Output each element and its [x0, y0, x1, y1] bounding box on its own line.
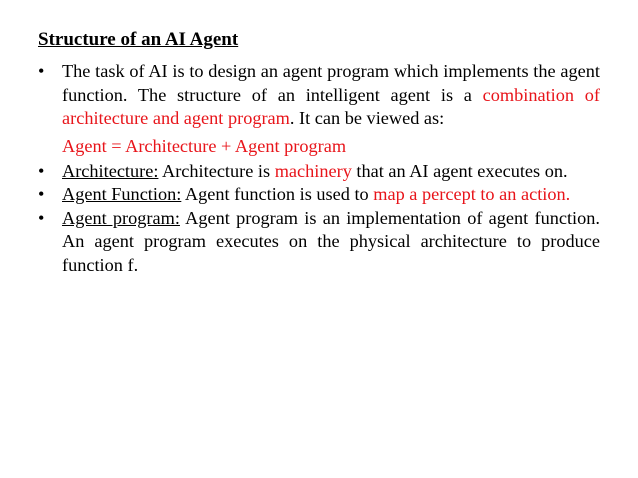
- highlight-text: map a percept to an action.: [373, 184, 571, 204]
- bullet-text: Architecture is: [158, 160, 275, 181]
- bullet-item-agent-program: [38, 207, 600, 278]
- slide-title: Structure of an AI Agent: [38, 29, 239, 50]
- bullet-text: Agent program is an implementation of agent function. An agent program executes on the physical architecture to produce function f.: [62, 207, 600, 275]
- bullet-text: that an AI agent executes on.: [351, 160, 568, 181]
- bullet-icon: •: [38, 160, 45, 181]
- bullet-text: . It can be viewed as:: [289, 108, 445, 128]
- bullet-item-agent-function: [38, 183, 600, 207]
- bullet-icon: •: [38, 61, 45, 81]
- term-label: Agent Function:: [62, 184, 182, 204]
- bullet-list: [38, 160, 600, 278]
- bullet-item-task: [38, 60, 600, 131]
- term-label: Agent program:: [62, 207, 180, 228]
- bullet-text: The task of AI is to design an agent program which implements the agent function. The structure of an intelligent agent is a: [62, 61, 600, 105]
- bullet-item-architecture: [38, 160, 600, 184]
- bullet-icon: •: [38, 207, 45, 228]
- bullet-text: Agent function is used to: [181, 184, 374, 204]
- bullet-icon: •: [38, 184, 45, 204]
- bullet-list: [38, 60, 600, 131]
- equation: Agent = Architecture + Agent program: [62, 135, 347, 156]
- term-label: Architecture:: [62, 160, 159, 181]
- highlight-text: machinery: [274, 160, 352, 181]
- highlight-text: combination of architecture and agent program: [62, 84, 601, 128]
